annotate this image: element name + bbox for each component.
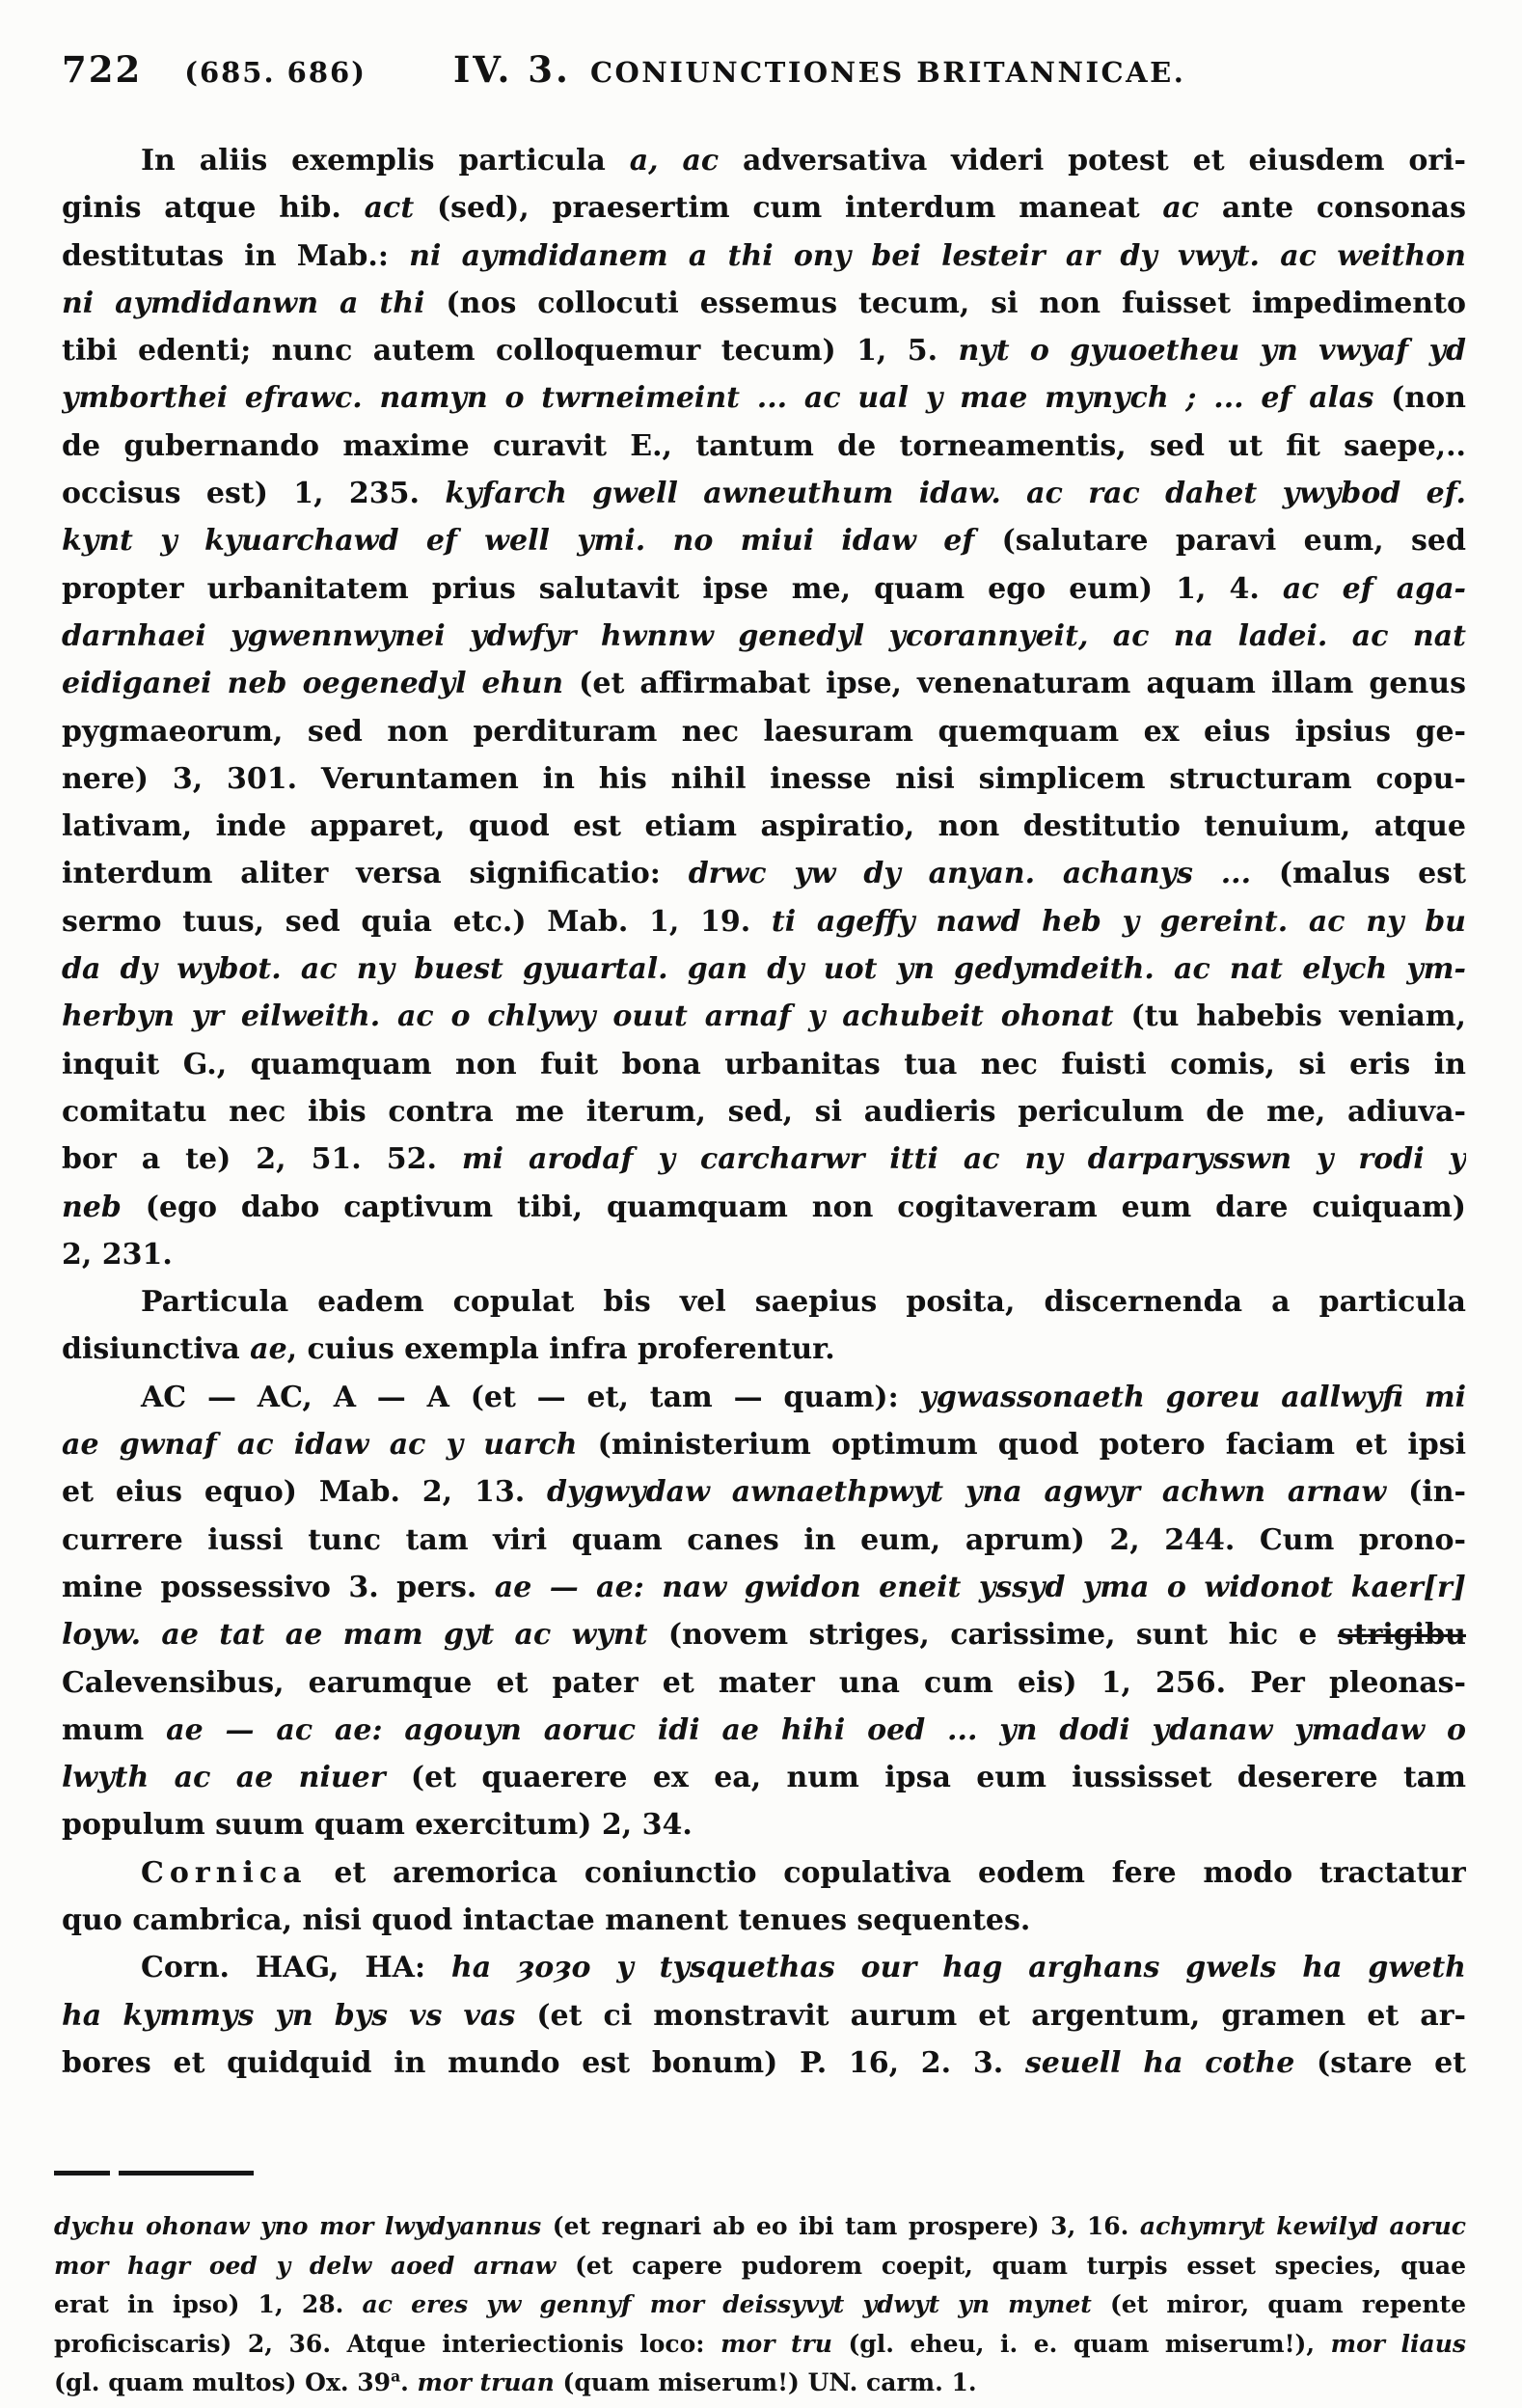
quoted-celtic-text: nyt o gyuoetheu yn vwyaf yd xyxy=(958,334,1466,369)
text-line xyxy=(62,1611,1466,1658)
text-line xyxy=(62,233,1466,280)
quoted-celtic-text: mor hagr oed y delw aoed arnaw xyxy=(54,2251,557,2280)
latin-text: bor a te) 2, 51. 52. xyxy=(62,1142,462,1177)
text-line xyxy=(62,137,1466,184)
text-line xyxy=(62,280,1466,327)
latin-text: (stare et xyxy=(1294,2045,1466,2080)
quoted-celtic-text: da dy wybot. ac ny buest gyuartal. gan dy uot yn gedymdeith. ac nat elych ym- xyxy=(62,952,1466,987)
text-line xyxy=(54,2325,1466,2365)
text-line xyxy=(62,517,1466,564)
latin-text: interdum aliter versa significatio: xyxy=(62,857,689,891)
text-line xyxy=(62,660,1466,707)
text-line xyxy=(62,1184,1466,1231)
text-line xyxy=(62,898,1466,945)
text-line xyxy=(62,1231,1466,1278)
divider-segment xyxy=(54,2171,110,2175)
quoted-celtic-text: ae gwnaf ac idaw ac y uarch xyxy=(62,1428,578,1463)
struck-text: strigibu xyxy=(1337,1618,1466,1653)
latin-text: proficiscaris) 2, 36. Atque interiectionis loco: xyxy=(54,2329,721,2358)
text-line xyxy=(62,327,1466,374)
quoted-celtic-text: achymryt kewilyd aoruc xyxy=(1139,2212,1466,2240)
quoted-celtic-text: dygwydaw awnaethpwyt yna agwyr achwn arnaw xyxy=(547,1475,1387,1510)
text-line xyxy=(62,1801,1466,1848)
latin-text: sermo tuus, sed quia etc.) Mab. 1, 19. xyxy=(62,904,772,939)
quoted-celtic-text: ygwassonaeth goreu aallwyfi mi xyxy=(919,1380,1466,1414)
quoted-celtic-text: drwc yw dy anyan. achanys ... xyxy=(688,857,1252,891)
latin-text: destitutas in Mab.: xyxy=(62,238,410,273)
latin-text: (et miror, quam repente xyxy=(1091,2290,1466,2319)
latin-text: erat in ipso) 1, 28. xyxy=(54,2290,363,2319)
text-line xyxy=(62,1041,1466,1088)
latin-text: et aremorica coniunctio copulativa eodem fere modo tractatur xyxy=(307,1855,1466,1890)
quoted-celtic-text: ha ȝoȝo y tysquethas our hag arghans gwels ha gweth xyxy=(450,1951,1466,1985)
text-line xyxy=(54,2285,1466,2325)
text-line xyxy=(62,945,1466,993)
quoted-celtic-text: eidiganei neb oegenedyl ehun xyxy=(62,667,564,701)
text-line xyxy=(62,423,1466,470)
quoted-celtic-text: seuell ha cothe xyxy=(1024,2045,1295,2080)
chapter-title: CONIUNCTIONES BRITANNICAE. xyxy=(589,56,1186,89)
text-line xyxy=(54,2247,1466,2286)
text-line xyxy=(62,565,1466,613)
text-line xyxy=(62,184,1466,232)
latin-text: (salutare paravi eum, sed xyxy=(974,524,1466,559)
running-title xyxy=(453,48,1185,91)
text-line xyxy=(62,1421,1466,1468)
latin-text: (in- xyxy=(1386,1475,1466,1510)
latin-text: (et ci monstravit aurum et argentum, gramen et ar- xyxy=(515,1998,1466,2033)
quoted-celtic-text: ha kymmys yn bys vs vas xyxy=(62,1998,516,2033)
latin-text: comitatu nec ibis contra me iterum, sed, si audieris periculum de me, adiuva- xyxy=(62,1094,1466,1129)
quoted-celtic-text: ac ef aga- xyxy=(1282,571,1466,606)
quoted-celtic-text: ti ageffy nawd heb y gereint. ac ny bu xyxy=(771,904,1466,939)
text-line xyxy=(62,1374,1466,1421)
text-line xyxy=(54,2207,1466,2247)
latin-text: (et capere pudorem coepit, quam turpis esset species, quae xyxy=(556,2251,1466,2280)
latin-text: quo cambrica, nisi quod intactae manent tenues sequentes. xyxy=(62,1902,1031,1937)
text-line xyxy=(62,993,1466,1040)
latin-text: et eius equo) Mab. 2, 13. xyxy=(62,1475,548,1510)
latin-text: ante consonas xyxy=(1199,191,1466,226)
quoted-celtic-text: kynt y kyuarchawd ef well ymi. no miui idaw ef xyxy=(62,524,975,559)
text-line xyxy=(62,1136,1466,1183)
latin-text: pygmaeorum, sed non perdituram nec laesuram quemquam ex eius ipsius ge- xyxy=(62,714,1466,749)
quoted-celtic-text: darnhaei ygwennwynei ydwfyr hwnnw genedyl ycorannyeit, ac na ladei. ac nat xyxy=(62,618,1466,653)
text-line xyxy=(62,803,1466,850)
text-line xyxy=(62,1754,1466,1801)
latin-text: (non xyxy=(1373,381,1466,416)
chapter-number: IV. 3. xyxy=(453,48,571,91)
latin-text: mine possessivo 3. pers. xyxy=(62,1570,495,1604)
quoted-celtic-text: ymborthei efrawc. namyn o twrneimeint ... ac ual y mae mynych ; ... ef alas xyxy=(62,381,1374,416)
letterspaced-text: Cornica xyxy=(141,1855,308,1890)
quoted-celtic-text: ae xyxy=(250,1332,287,1367)
text-line xyxy=(62,1849,1466,1897)
quoted-celtic-text: mi arodaf y carcharwr itti ac ny darparysswn y rodi y xyxy=(461,1142,1466,1177)
latin-text: (et quaerere ex ea, num ipsa eum iussisset deserere tam xyxy=(385,1761,1466,1795)
quoted-celtic-text: ni aymdidanem a thi ony bei lesteir ar dy vwyt. ac weithon xyxy=(409,238,1466,273)
latin-text: 2, 231. xyxy=(62,1237,173,1272)
latin-text: In aliis exemplis particula xyxy=(141,144,630,178)
text-line xyxy=(62,1897,1466,1944)
latin-text: occisus est) 1, 235. xyxy=(62,477,446,511)
latin-text: ginis atque hib. xyxy=(62,191,365,226)
text-line xyxy=(62,1517,1466,1564)
latin-text: populum suum quam exercitum) 2, 34. xyxy=(62,1808,693,1843)
latin-text: mum xyxy=(62,1712,167,1747)
latin-text: (et affirmabat ipse, venenaturam aquam illam genus xyxy=(563,667,1466,701)
latin-text: (malus est xyxy=(1251,857,1466,891)
latin-text: . xyxy=(400,2368,418,2397)
latin-text: tibi edenti; nunc autem colloquemur tecum) 1, 5. xyxy=(62,334,959,369)
text-line xyxy=(62,1944,1466,1991)
body-text xyxy=(62,137,1466,2087)
divider-segment xyxy=(119,2171,254,2175)
latin-text: bores et quidquid in mundo est bonum) P. 16, 2. 3. xyxy=(62,2045,1025,2080)
latin-text: nere) 3, 301. Veruntamen in his nihil inesse nisi simplicem structuram copu- xyxy=(62,761,1466,796)
quoted-celtic-text: mor tru xyxy=(720,2329,832,2358)
superscript-text: a xyxy=(391,2367,401,2387)
text-line xyxy=(62,1278,1466,1326)
quoted-celtic-text: dychu ohonaw yno mor lwydyannus xyxy=(54,2212,542,2240)
quoted-celtic-text: neb xyxy=(62,1190,122,1224)
latin-text: (et regnari ab eo ibi tam prospere) 3, 16. xyxy=(541,2212,1140,2240)
text-line xyxy=(62,1468,1466,1516)
page-number: 722 xyxy=(62,48,143,91)
quoted-celtic-text: ni aymdidanwn a thi xyxy=(62,286,425,320)
footnote-divider xyxy=(54,2171,254,2175)
text-line xyxy=(62,1326,1466,1373)
quoted-celtic-text: herbyn yr eilweith. ac o chlywy ouut arnaf y achubeit ohonat xyxy=(62,999,1114,1034)
text-line xyxy=(62,1659,1466,1707)
quoted-celtic-text: ae — ac ae: agouyn aoruc idi ae hihi oed ... yn dodi ydanaw ymadaw o xyxy=(166,1712,1466,1747)
latin-text: (nos collocuti essemus tecum, si non fuisset impedimento xyxy=(424,286,1466,320)
text-line xyxy=(62,850,1466,897)
latin-text: (novem striges, carissime, sunt hic e xyxy=(647,1618,1338,1653)
text-line xyxy=(62,613,1466,660)
latin-text: (gl. quam multos) Ox. 39 xyxy=(54,2368,392,2397)
latin-text: (ego dabo captivum tibi, quamquam non cogitaveram eum dare cuiquam) xyxy=(121,1190,1466,1224)
quoted-celtic-text: act xyxy=(364,191,415,226)
latin-text: Calevensibus, earumque et pater et mater una cum eis) 1, 256. Per pleonas- xyxy=(62,1665,1466,1700)
text-line xyxy=(62,470,1466,517)
text-line xyxy=(54,2364,1466,2403)
quoted-celtic-text: kyfarch gwell awneuthum idaw. ac rac dahet ywybod ef. xyxy=(445,477,1466,511)
quoted-celtic-text: loyw. ae tat ae mam gyt ac wynt xyxy=(62,1618,648,1653)
latin-text: lativam, inde apparet, quod est etiam aspiratio, non destitutio tenuium, atque xyxy=(62,809,1466,844)
footnotes xyxy=(54,2207,1466,2403)
latin-text: (quam miserum!) UN. carm. 1. xyxy=(554,2368,977,2397)
text-line xyxy=(62,1088,1466,1136)
latin-text: inquit G., quamquam non fuit bona urbanitas tua nec fuisti comis, si eris in xyxy=(62,1047,1466,1081)
quoted-celtic-text: mor truan xyxy=(417,2368,555,2397)
text-line xyxy=(62,1564,1466,1611)
latin-text: (sed), praesertim cum interdum maneat xyxy=(414,191,1163,226)
text-line xyxy=(62,1992,1466,2039)
quoted-celtic-text: ac eres yw gennyf mor deissyvyt ydwyt yn mynet xyxy=(362,2290,1092,2319)
text-line xyxy=(62,1707,1466,1754)
latin-text: currere iussi tunc tam viri quam canes in eum, aprum) 2, 244. Cum prono- xyxy=(62,1522,1466,1557)
page-header xyxy=(62,48,1466,95)
quoted-celtic-text: mor liaus xyxy=(1330,2329,1466,2358)
latin-text: de gubernando maxime curavit E., tantum de torneamentis, sed ut fit saepe,.. xyxy=(62,428,1466,463)
quoted-celtic-text: a, ac xyxy=(629,144,720,178)
text-line xyxy=(62,2039,1466,2087)
folio-numbers: (685. 686) xyxy=(184,56,367,89)
latin-text: disiunctiva xyxy=(62,1332,251,1367)
latin-text: adversativa videri potest et eiusdem ori- xyxy=(719,144,1466,178)
quoted-celtic-text: ae — ae: naw gwidon eneit yssyd yma o widonot kaer[r] xyxy=(494,1570,1466,1604)
latin-text: (ministerium optimum quod potero faciam et ipsi xyxy=(577,1428,1466,1463)
text-line xyxy=(62,755,1466,803)
quoted-celtic-text: ac xyxy=(1162,191,1200,226)
latin-text: propter urbanitatem prius salutavit ipse me, quam ego eum) 1, 4. xyxy=(62,571,1283,606)
latin-text: Particula eadem copulat bis vel saepius posita, discernenda a particula xyxy=(141,1285,1466,1320)
quoted-celtic-text: lwyth ac ae niuer xyxy=(62,1761,386,1795)
latin-text: (gl. eheu, i. e. quam miserum!), xyxy=(831,2329,1331,2358)
text-line xyxy=(62,374,1466,422)
latin-text: Corn. HAG, HA: xyxy=(141,1951,451,1985)
text-line xyxy=(62,708,1466,755)
latin-text: AC — AC, A — A (et — et, tam — quam): xyxy=(141,1380,920,1414)
latin-text: , cuius exempla infra proferentur. xyxy=(286,1332,835,1367)
latin-text: (tu habebis veniam, xyxy=(1113,999,1466,1034)
